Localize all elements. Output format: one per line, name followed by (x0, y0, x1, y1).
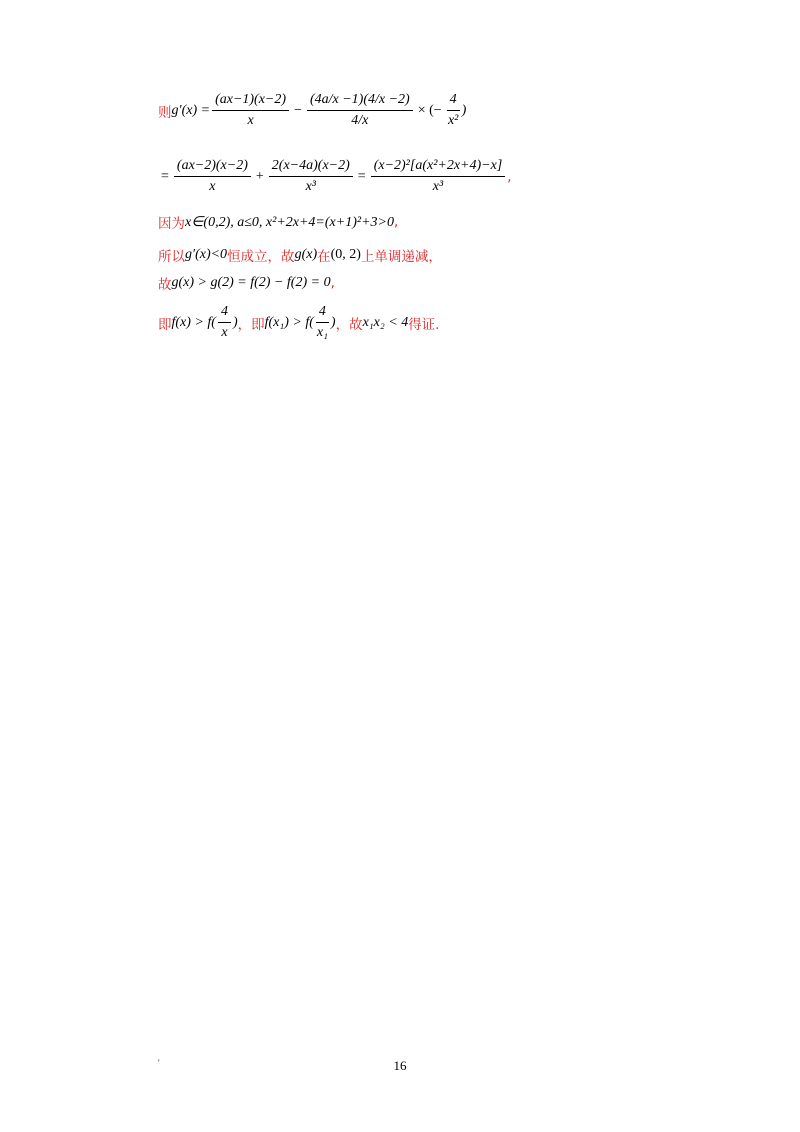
fraction-2-numerator: (4a/x −1)(4/x −2) (307, 92, 413, 111)
fraction-6 (371, 158, 506, 195)
close-paren: ) (461, 102, 467, 118)
fraction-3-numerator: 4 (447, 92, 460, 111)
fraction-8 (316, 304, 329, 341)
fraction-7-numerator: 4 (218, 304, 231, 323)
fraction-3 (447, 92, 460, 129)
fraction-3-denominator: x² (447, 113, 459, 128)
text-ze: 则 (158, 104, 172, 121)
inequality-chain: g(x) > g(2) = f(2) − f(2) = 0 (171, 275, 331, 290)
text-suoyi: 所以 (158, 249, 185, 265)
fraction-1-numerator: (ax−1)(x−2) (212, 92, 289, 111)
fraction-4 (174, 158, 251, 195)
comma: , (393, 214, 399, 230)
fraction-8-denominator: x₁ (316, 325, 328, 340)
derivative-negative: g′(x)<0 (185, 247, 228, 262)
equation-line-4 (158, 245, 442, 265)
fraction-4-numerator: (ax−2)(x−2) (174, 158, 251, 177)
fraction-1-denominator: x (247, 113, 254, 128)
fraction-1 (212, 92, 289, 129)
text-gu: 故 (158, 277, 172, 293)
fraction-6-denominator: x³ (432, 179, 444, 194)
fraction-8-numerator: 4 (316, 304, 329, 323)
equation-line-2 (158, 158, 512, 195)
fraction-5-denominator: x³ (305, 179, 316, 194)
interval: (0, 2) (330, 247, 361, 262)
equals-sign-2: = (357, 168, 366, 184)
text-zai: 在 (317, 249, 331, 265)
fraction-7-denominator: x (221, 325, 228, 340)
minus-sign: − (294, 102, 302, 118)
footer-mark: ' (158, 1058, 160, 1068)
fraction-7 (218, 304, 231, 341)
equation-line-3 (158, 212, 398, 232)
condition-math: x∈(0,2), a≤0, x²+2x+4=(x+1)²+3>0 (185, 214, 394, 230)
text-ji-2: ，即 (237, 316, 265, 333)
times-sign: × (− (417, 102, 442, 118)
gx: g(x) (294, 247, 318, 262)
page-number: 16 (393, 1058, 407, 1073)
fraction-2-denominator: 4/x (351, 113, 369, 128)
equation-line-1 (158, 92, 466, 129)
equation-line-6 (158, 304, 439, 341)
fraction-4-denominator: x (209, 179, 216, 194)
fraction-5-numerator: 2(x−4a)(x−2) (269, 158, 353, 177)
close-paren: ) (330, 314, 336, 330)
product-inequality: x₁x₂ < 4 (362, 314, 409, 330)
plus-sign: + (255, 168, 264, 184)
fx-inequality: f(x) > f( (171, 314, 216, 330)
fraction-6-numerator: (x−2)²[a(x²+2x+4)−x] (371, 158, 506, 177)
equation-line-5 (158, 273, 335, 293)
comma: , (330, 275, 335, 291)
text-yinwei: 因为 (158, 216, 185, 232)
text-proved: 得证. (408, 316, 440, 333)
equals-sign: = (161, 168, 169, 184)
text-hengchengli: 恒成立，故 (227, 249, 295, 265)
text-ji: 即 (158, 316, 172, 333)
text-decreasing: 上单调递减， (360, 249, 442, 265)
text-gu-2: ，故 (335, 316, 363, 333)
fraction-2 (307, 92, 413, 129)
close-paren: ) (232, 314, 238, 330)
fx1-inequality: f(x₁) > f( (264, 314, 314, 330)
comma: , (507, 168, 512, 185)
lhs-gprime: g′(x) = (171, 102, 211, 118)
fraction-5 (269, 158, 353, 195)
